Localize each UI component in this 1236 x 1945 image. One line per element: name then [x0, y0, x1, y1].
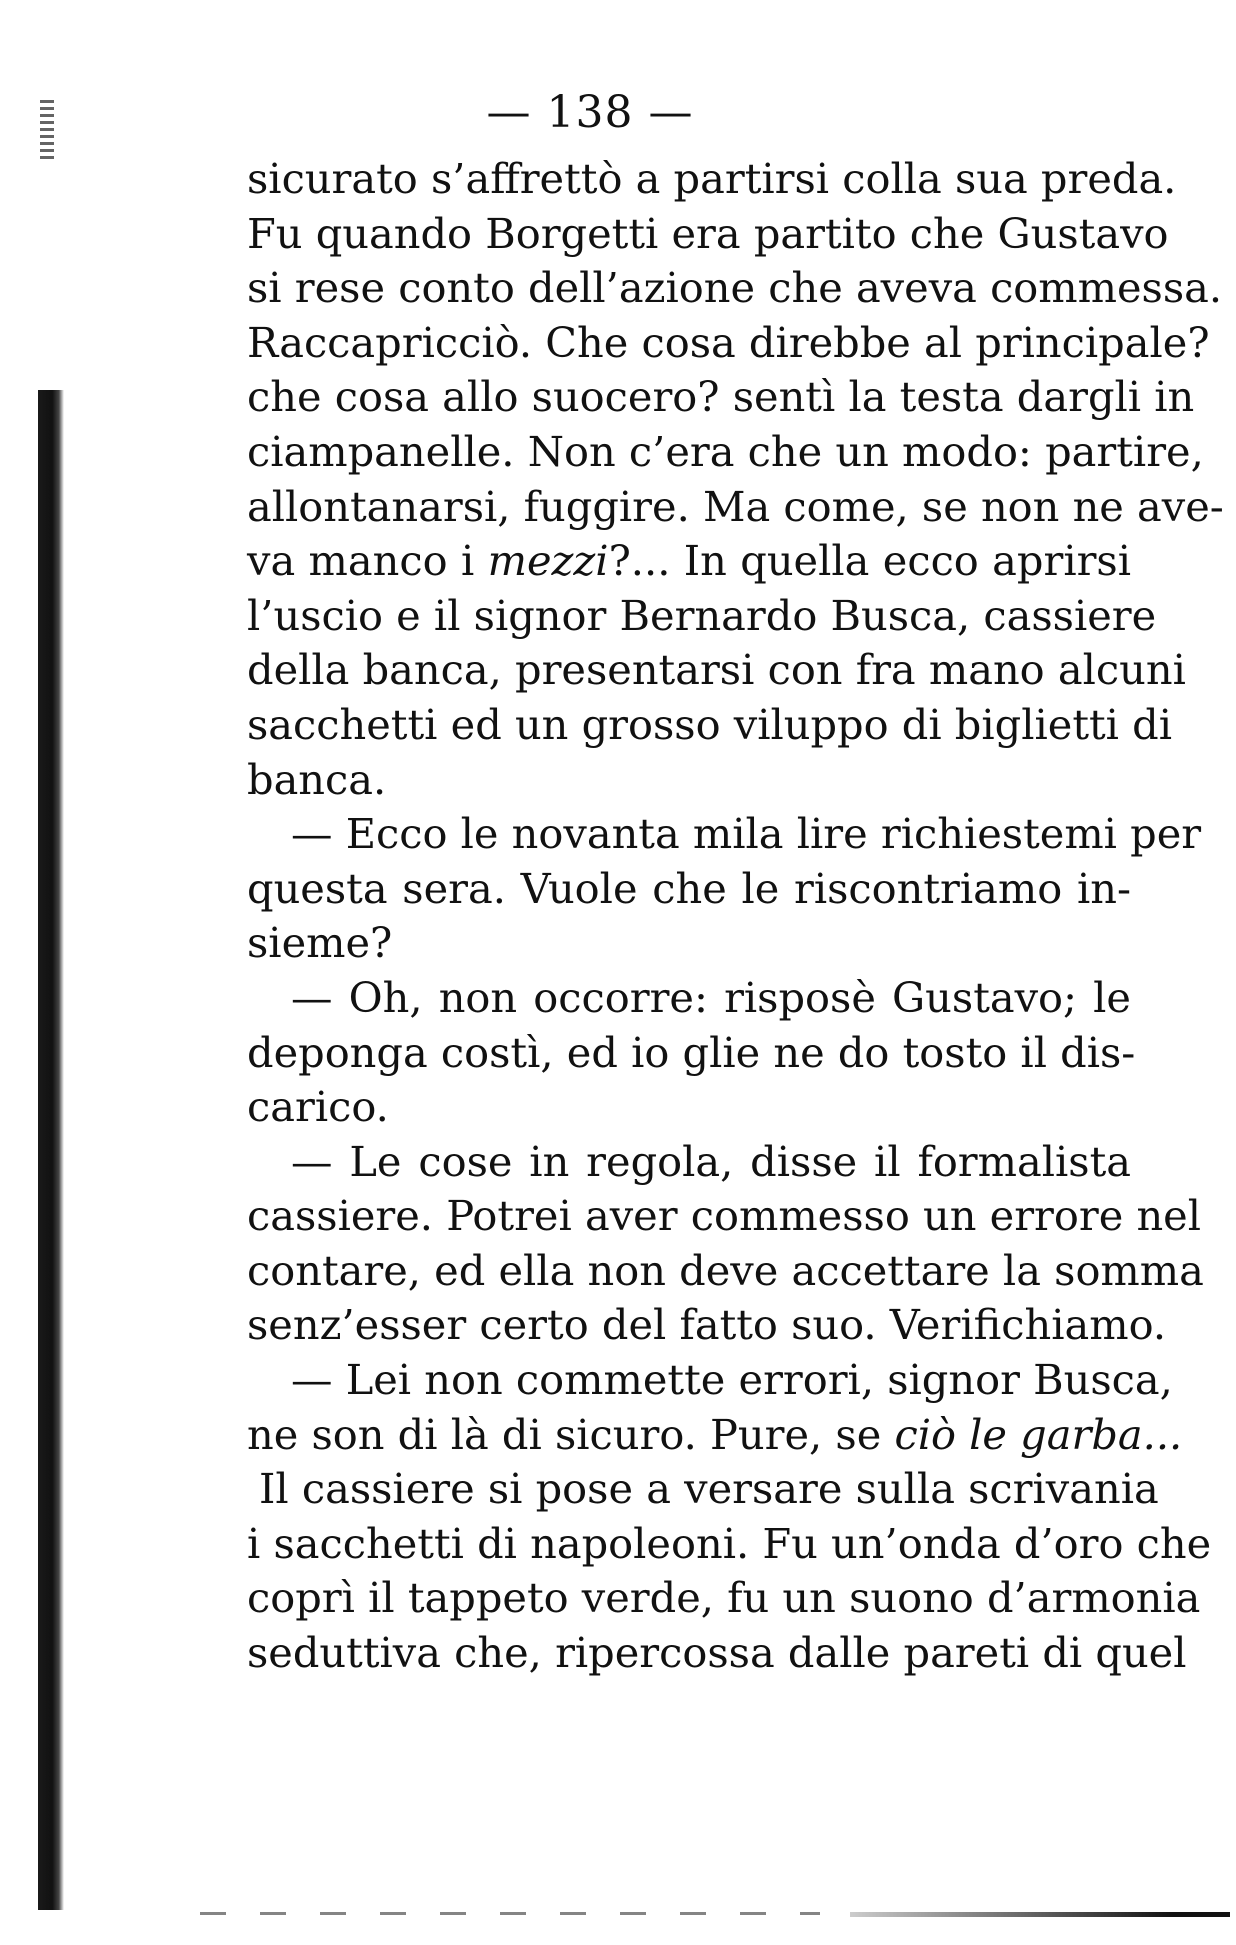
- text-line-8-italic: mezzi: [487, 536, 609, 586]
- text-line-24-before: ne son di là di sicuro. Pure, se: [247, 1409, 895, 1459]
- text-line-8: [247, 534, 1131, 589]
- text-line-13: — Ecco le novanta mila lire richiestemi per: [291, 809, 1202, 859]
- text-line-16: — Oh, non occorre: risposè Gustavo; le: [291, 972, 1131, 1022]
- text-line-23: — Lei non commette errori, signor Busca,: [291, 1355, 1173, 1405]
- text-line-24: [247, 1408, 1183, 1463]
- text-line-7: allontanarsi, fuggire. Ma come, se non ne ave-: [247, 481, 1224, 531]
- text-line-18: carico.: [247, 1082, 389, 1132]
- text-line-2: Fu quando Borgetti era partito che Gustavo: [247, 208, 1169, 258]
- text-line-28: seduttiva che, ripercossa dalle pareti di quel: [247, 1628, 1187, 1678]
- text-line-12: banca.: [247, 754, 387, 804]
- text-line-3: si rese conto dell’azione che aveva commessa.: [247, 263, 1223, 313]
- text-line-24-italic: ciò le garba...: [894, 1409, 1183, 1459]
- text-line-20: cassiere. Potrei aver commesso un errore nel: [247, 1191, 1202, 1241]
- binding-edge-shadow: [38, 390, 64, 1910]
- text-line-10: della banca, presentarsi con fra mano alcuni: [247, 645, 1186, 695]
- text-line-15: sieme?: [247, 918, 393, 968]
- text-line-22: senz’esser certo del fatto suo. Verifichiamo.: [247, 1300, 1167, 1350]
- text-line-4: Raccapricciò. Che cosa direbbe al principale?: [247, 317, 1210, 367]
- text-line-9: l’uscio e il signor Bernardo Busca, cassiere: [247, 590, 1157, 640]
- text-line-25: Il cassiere si pose a versare sulla scrivania: [259, 1464, 1159, 1514]
- text-line-26: i sacchetti di napoleoni. Fu un’onda d’oro che: [247, 1518, 1212, 1568]
- text-line-21: contare, ed ella non deve accettare la somma: [247, 1245, 1204, 1295]
- scan-edge-mark-top: [40, 100, 54, 160]
- text-line-6: ciampanelle. Non c’era che un modo: partire,: [247, 426, 1204, 476]
- page-number: — 138 —: [486, 87, 694, 138]
- text-line-11: sacchetti ed un grosso viluppo di biglietti di: [247, 699, 1172, 749]
- text-line-14: questa sera. Vuole che le riscontriamo in-: [247, 863, 1131, 913]
- text-line-1: sicurato s’affrettò a partirsi colla sua preda.: [247, 154, 1177, 203]
- text-line-17: deponga costì, ed io glie ne do tosto il dis-: [247, 1027, 1136, 1077]
- body-text: [247, 152, 1224, 1681]
- bottom-edge-rule: [850, 1912, 1230, 1917]
- text-line-8-before: va manco i: [247, 536, 488, 586]
- bottom-scan-marks: [200, 1912, 820, 1915]
- text-line-5: che cosa allo suocero? sentì la testa dargli in: [247, 372, 1195, 422]
- text-line-27: coprì il tappeto verde, fu un suono d’armonia: [247, 1573, 1201, 1623]
- text-line-19: — Le cose in regola, disse il formalista: [291, 1136, 1131, 1186]
- text-line-8-after: ?... In quella ecco aprirsi: [608, 536, 1131, 586]
